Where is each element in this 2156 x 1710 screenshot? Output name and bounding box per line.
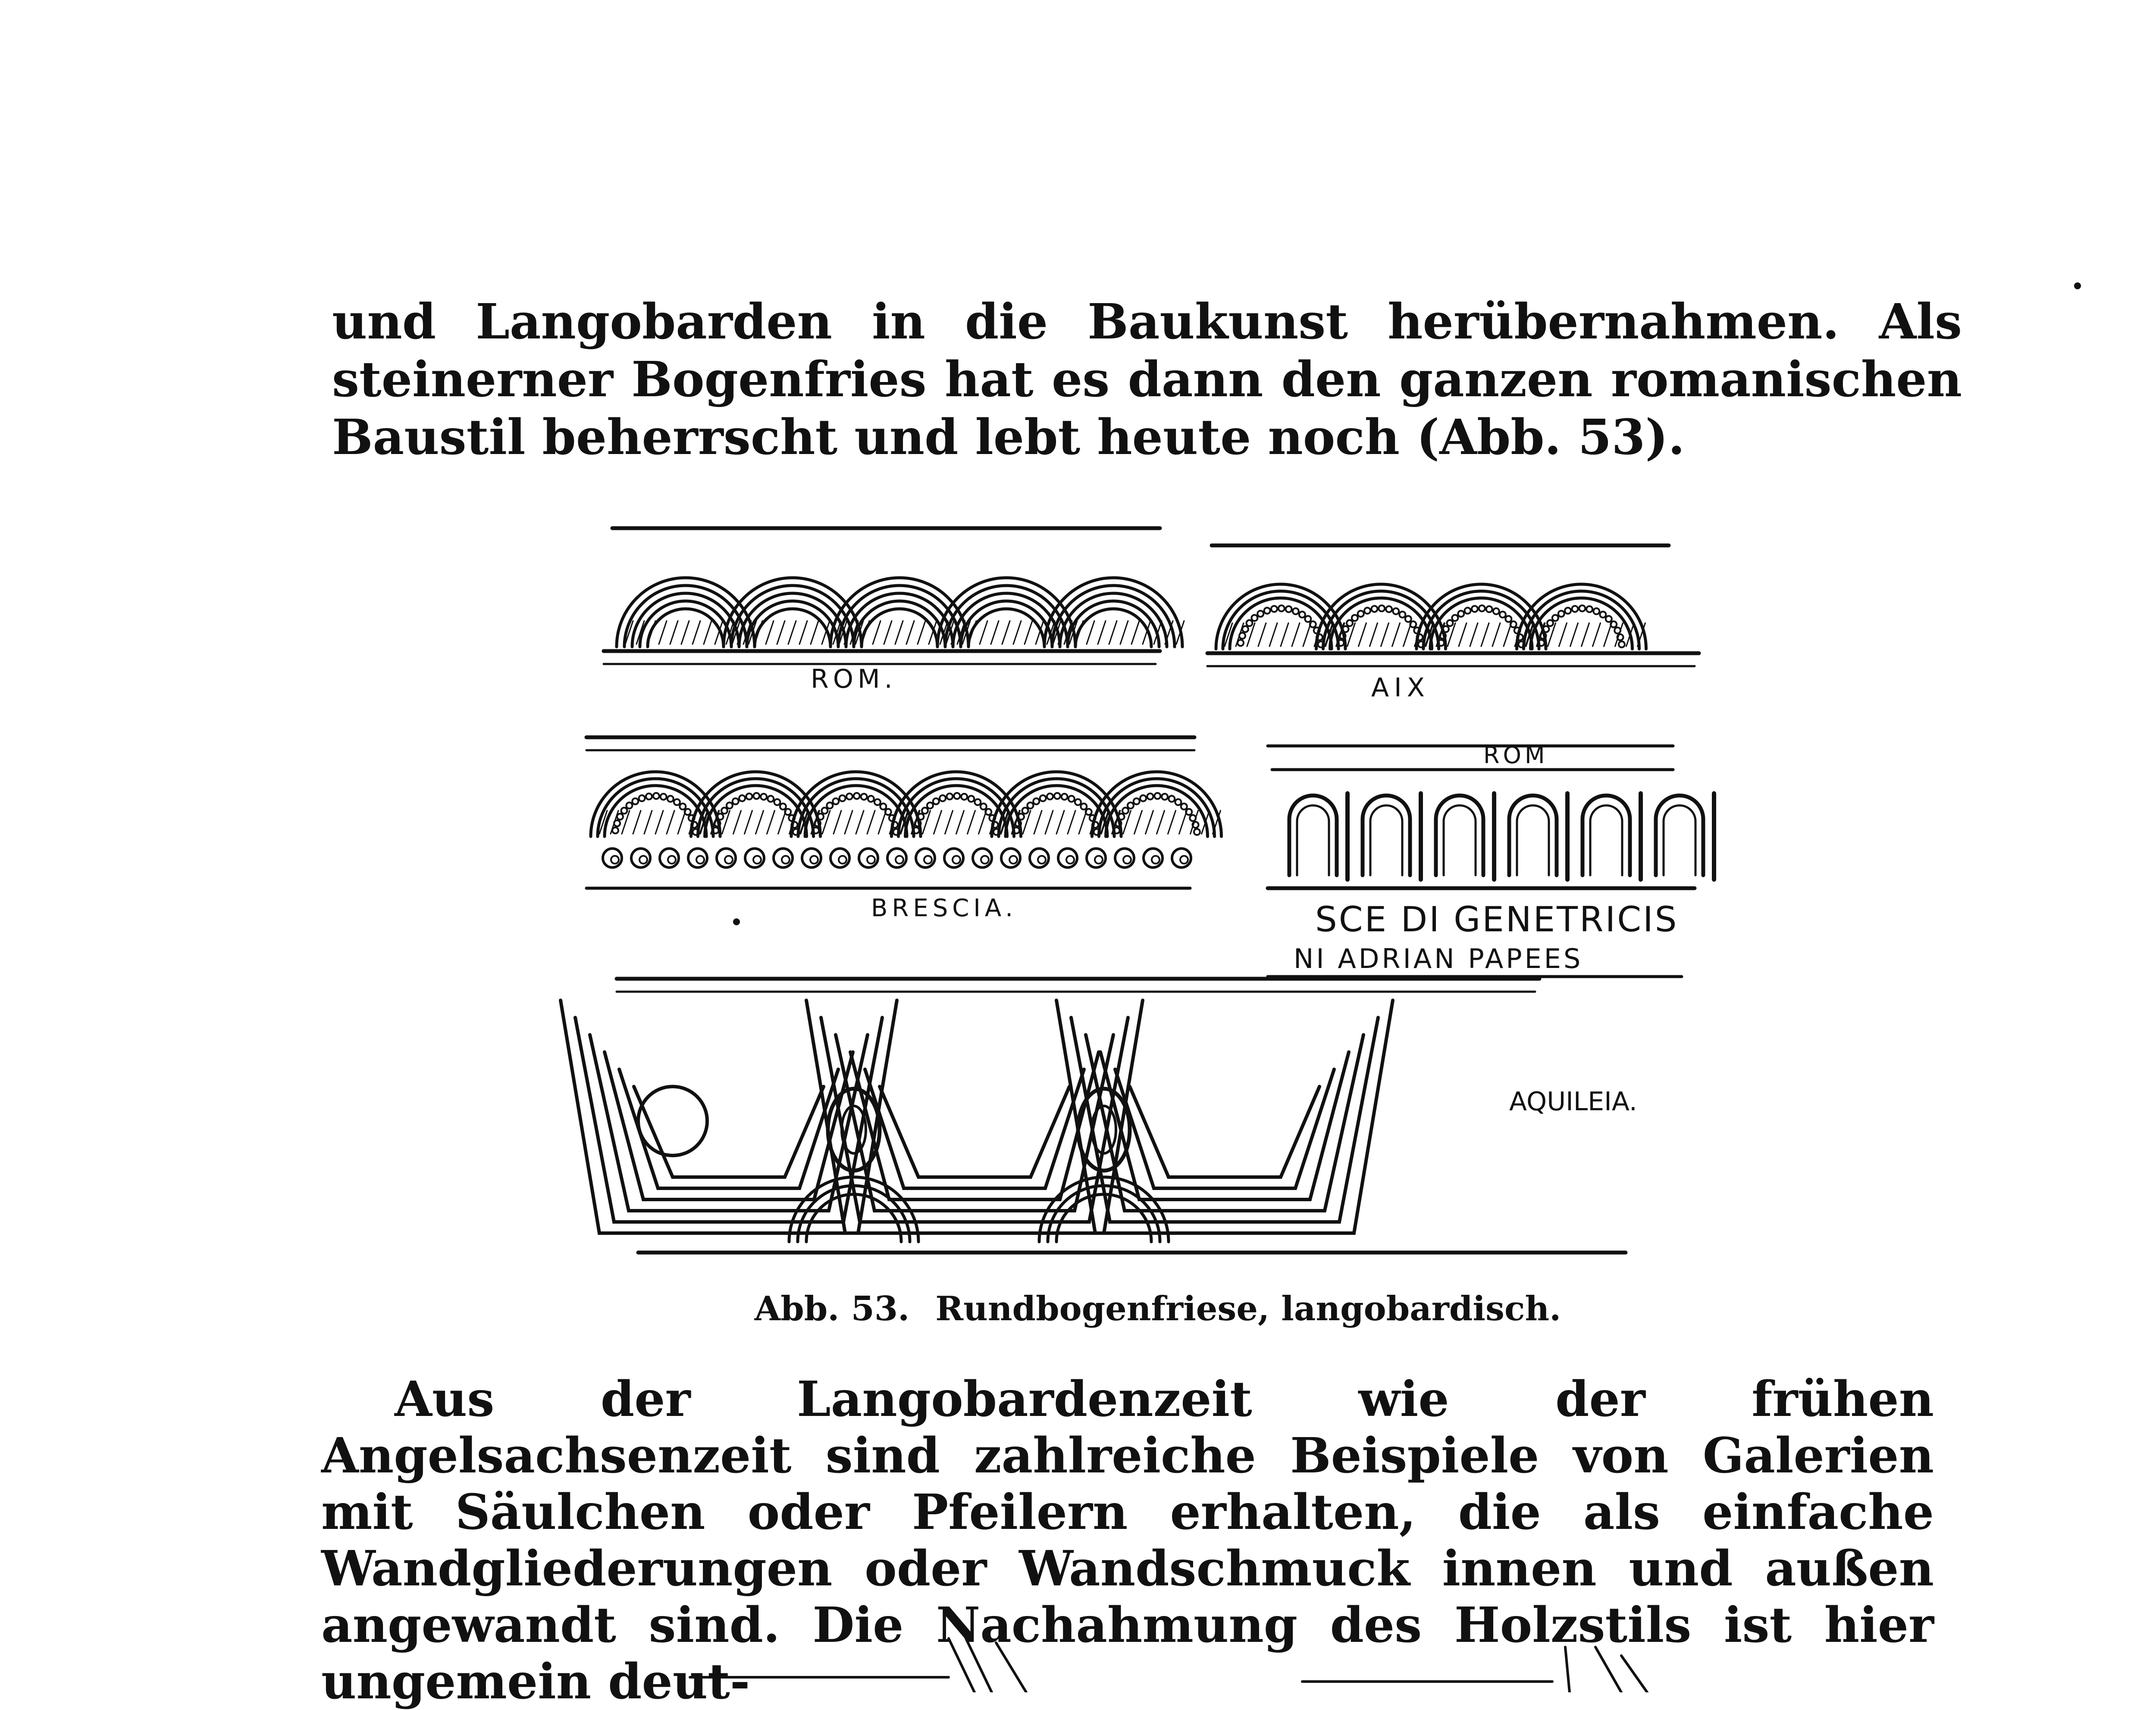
bead [774,799,780,805]
spiral-core [1180,856,1188,864]
bead [1128,802,1134,808]
bead [1447,620,1453,626]
hatch [678,811,686,834]
arcade-rom-right [1289,793,1714,880]
bead [1075,799,1081,805]
hatch [968,811,975,834]
hatch [1068,811,1075,834]
bead [612,827,618,833]
bead [1271,606,1277,612]
bead [761,794,767,800]
bead [981,804,987,810]
hatch [1258,623,1266,646]
bead [1305,616,1311,622]
bead [1386,606,1392,612]
label-rom-top: ROM. [811,664,897,694]
spiral-core [753,856,761,864]
frieze-aix [1216,584,1646,649]
bead [961,794,967,800]
bead [753,793,759,799]
bead [1264,608,1270,614]
hatch [834,811,841,834]
arch [1075,609,1151,647]
bead [874,799,881,805]
hatch [1079,811,1087,834]
bead [1458,611,1464,617]
bead [922,808,928,814]
hatch [1303,623,1311,646]
hatch [1593,623,1601,646]
bead [667,796,674,802]
hatch [777,621,785,644]
bead [1286,606,1292,612]
bead [1033,798,1039,804]
hatch [745,811,752,834]
hatch [1157,811,1165,834]
hatch [811,621,818,644]
spiral-core [1038,856,1046,864]
label-brescia: BRESCIA. [871,894,1017,922]
hatch [1492,623,1500,646]
bead [927,802,933,808]
bead [721,808,727,814]
hatch [1381,623,1389,646]
bead [1247,620,1253,626]
caption-number: Abb. 53. [754,1289,910,1328]
bead [1565,608,1571,614]
arcade-inner [1590,805,1622,875]
hatch [1459,623,1467,646]
bead [680,804,686,810]
spiral-core [839,856,846,864]
hatch [873,621,881,644]
hatch [856,811,864,834]
paragraph-bottom [321,1371,1934,1710]
bead [1452,615,1458,621]
spiral-core [696,856,704,864]
hatch [766,621,774,644]
speck [2074,282,2081,289]
bead [674,799,680,805]
hatch [1404,623,1411,646]
arcade-inner [1517,805,1549,875]
bead [1465,608,1471,614]
arch [755,609,830,647]
hatch [633,811,641,834]
bead [1486,606,1492,612]
hatch [799,621,807,644]
bead [1257,611,1263,617]
bead [1358,611,1364,617]
hatch [778,811,786,834]
frieze-rom-top [617,578,1184,647]
bead [854,793,860,799]
bead [833,798,839,804]
hatch [733,811,741,834]
hatch [1582,623,1589,646]
hatch [611,811,618,834]
spiral-core [810,856,818,864]
bead [861,794,867,800]
bead [933,798,939,804]
bead [1238,640,1244,646]
spiral-core [725,856,733,864]
bead [1472,606,1478,612]
hatch [1281,623,1288,646]
bead [1147,793,1153,799]
bead [940,795,946,801]
bead [646,793,652,799]
bead [746,793,752,799]
bead [1293,608,1299,614]
hatch [895,621,903,644]
hatch [1034,811,1042,834]
hatch [704,621,711,644]
hatch [845,811,852,834]
paragraph-bottom-text: Aus der Langobardenzeit wie der frühen Angelsachsenzeit sind zahlreiche Beispiele von Galerien mit Säulchen oder Pfeilern erhalten, die als einfache Wandgliederungen oder Wandschmuck innen und außen angewandt sind. Die Nachahmung des Holzstils ist hier ungemein deut- [321,1371,1934,1710]
bead [946,793,953,799]
bead [1027,802,1033,808]
hatch [1470,623,1478,646]
bead [1081,804,1087,810]
bead [1572,606,1578,612]
bead [1154,793,1160,799]
hatch [1179,811,1187,834]
chevron [1086,1035,1363,1211]
hatch [979,811,987,834]
inscription-line-1: SCE DI GENETRICIS [1315,899,1679,940]
bead [1040,795,1046,801]
hatch [878,811,886,834]
label-aquileia: AQUILEIA. [1509,1087,1637,1117]
bead [1194,829,1200,835]
hatch [991,621,999,644]
bead [1364,608,1370,614]
bead [617,814,623,820]
bead [1162,794,1168,800]
chevron [880,1087,1069,1177]
spiral-core [1123,856,1131,864]
bead [1493,608,1499,614]
bead [780,804,786,810]
hatch [1604,623,1612,646]
paragraph-top: und Langobarden in die Baukunst herübernahmen. Als steinerner Bogenfries hat es dann den ganzen romanischen Baustil beherrscht und lebt heute noch (Abb. 53). [332,294,1962,466]
hatch [1269,623,1277,646]
bead [954,793,960,799]
arcade-inner [1444,805,1476,875]
bead [1547,620,1553,626]
bead [1181,804,1187,810]
hatch [1002,621,1010,644]
hatch [884,621,892,644]
frieze-brescia [591,772,1222,868]
hatch [1146,811,1153,834]
bead [1558,611,1564,617]
bead [868,796,874,802]
bead [1352,615,1358,621]
spiral-core [639,856,647,864]
hatch [1504,623,1511,646]
hatch [1359,623,1366,646]
hatch [1087,621,1094,644]
bead [968,796,974,802]
bead [1140,795,1146,801]
arch [862,609,937,647]
bead [639,795,645,801]
bead [1169,796,1175,802]
bead [1593,608,1599,614]
bead [1586,606,1592,612]
hatch [867,811,875,834]
hatch [918,621,925,644]
bead [1054,793,1060,799]
inscription-line-2: NI ADRIAN PAPEES [1294,943,1583,974]
spiral-core [867,856,875,864]
spiral-core [953,856,960,864]
bead [1399,611,1405,617]
spiral-core [611,856,619,864]
hatch [1013,621,1021,644]
bead [1505,616,1511,622]
spiral-core [1066,856,1074,864]
bead [739,795,745,801]
bead [1552,615,1558,621]
hatch [693,621,700,644]
bead [626,802,632,808]
arcade-inner [1370,805,1402,875]
bead [733,798,739,804]
bead [1134,798,1140,804]
hatch [767,811,775,834]
label-aix: AIX [1371,673,1430,703]
hatch [1559,623,1567,646]
hatch [1045,811,1053,834]
arcade-inner [1297,805,1329,875]
frieze-aquileia [561,1000,1393,1242]
arcade-inner [1664,805,1695,875]
hatch [1056,811,1064,834]
bead [1379,605,1385,611]
hatch [1481,623,1489,646]
bead [822,808,828,814]
bead [661,794,667,800]
hatch [906,621,914,644]
hatch [655,811,663,834]
hatch [1109,621,1117,644]
bead [1579,605,1585,611]
figure-caption [0,1289,2156,1328]
bead [840,795,846,801]
bead [1069,796,1075,802]
hatch [667,811,674,834]
hatch [670,621,678,644]
bead [1347,620,1353,626]
hatch [1292,623,1300,646]
bead [653,793,659,799]
hatch [681,621,689,644]
spiral-core [924,856,932,864]
arch [968,609,1044,647]
bead [1047,793,1053,799]
spiral-core [668,856,676,864]
bead [1022,808,1028,814]
bead [1299,611,1305,617]
bead [1600,611,1606,617]
speck [733,918,740,925]
hatch [1134,811,1142,834]
hatch [644,811,652,834]
bead [1500,611,1506,617]
hatch [934,811,942,834]
bead [768,796,774,802]
spiral-core [896,856,903,864]
bead [1619,642,1625,648]
hatch [659,621,667,644]
bead [1175,799,1181,805]
bead [1479,605,1485,611]
hatch [788,621,796,644]
spiral-core [1009,856,1017,864]
hatch [1025,621,1032,644]
bead [1371,606,1377,612]
spiral-core [782,856,790,864]
label-rom-right: ROM [1483,742,1548,769]
caption-text: Rundbogenfriese, langobardisch. [935,1289,1561,1328]
bead [727,802,733,808]
bead [846,793,852,799]
bead [1242,626,1248,632]
bead [1062,794,1068,800]
bead [1393,608,1399,614]
spiral-core [981,856,989,864]
hatch [1098,621,1106,644]
chevron [634,1087,824,1177]
bead [1279,605,1285,611]
hatch [1168,811,1176,834]
hatch [1370,623,1378,646]
arch [648,609,724,647]
bead [1405,616,1411,622]
hatch [1236,623,1244,646]
bead [1122,808,1128,814]
hatch [1131,621,1139,644]
hatch [945,811,953,834]
hatch [980,621,987,644]
bead [632,798,638,804]
hatch [1570,623,1578,646]
hatch [756,811,764,834]
spiral-core [1152,856,1159,864]
hatch [1120,621,1128,644]
spiral-core [1095,856,1103,864]
chevron [1130,1087,1319,1177]
bead [621,808,627,814]
hatch [956,811,964,834]
bead [880,804,886,810]
bead [975,799,981,805]
bead [1606,616,1612,622]
bead [1251,615,1257,621]
bead [827,802,833,808]
hatch [1392,623,1400,646]
